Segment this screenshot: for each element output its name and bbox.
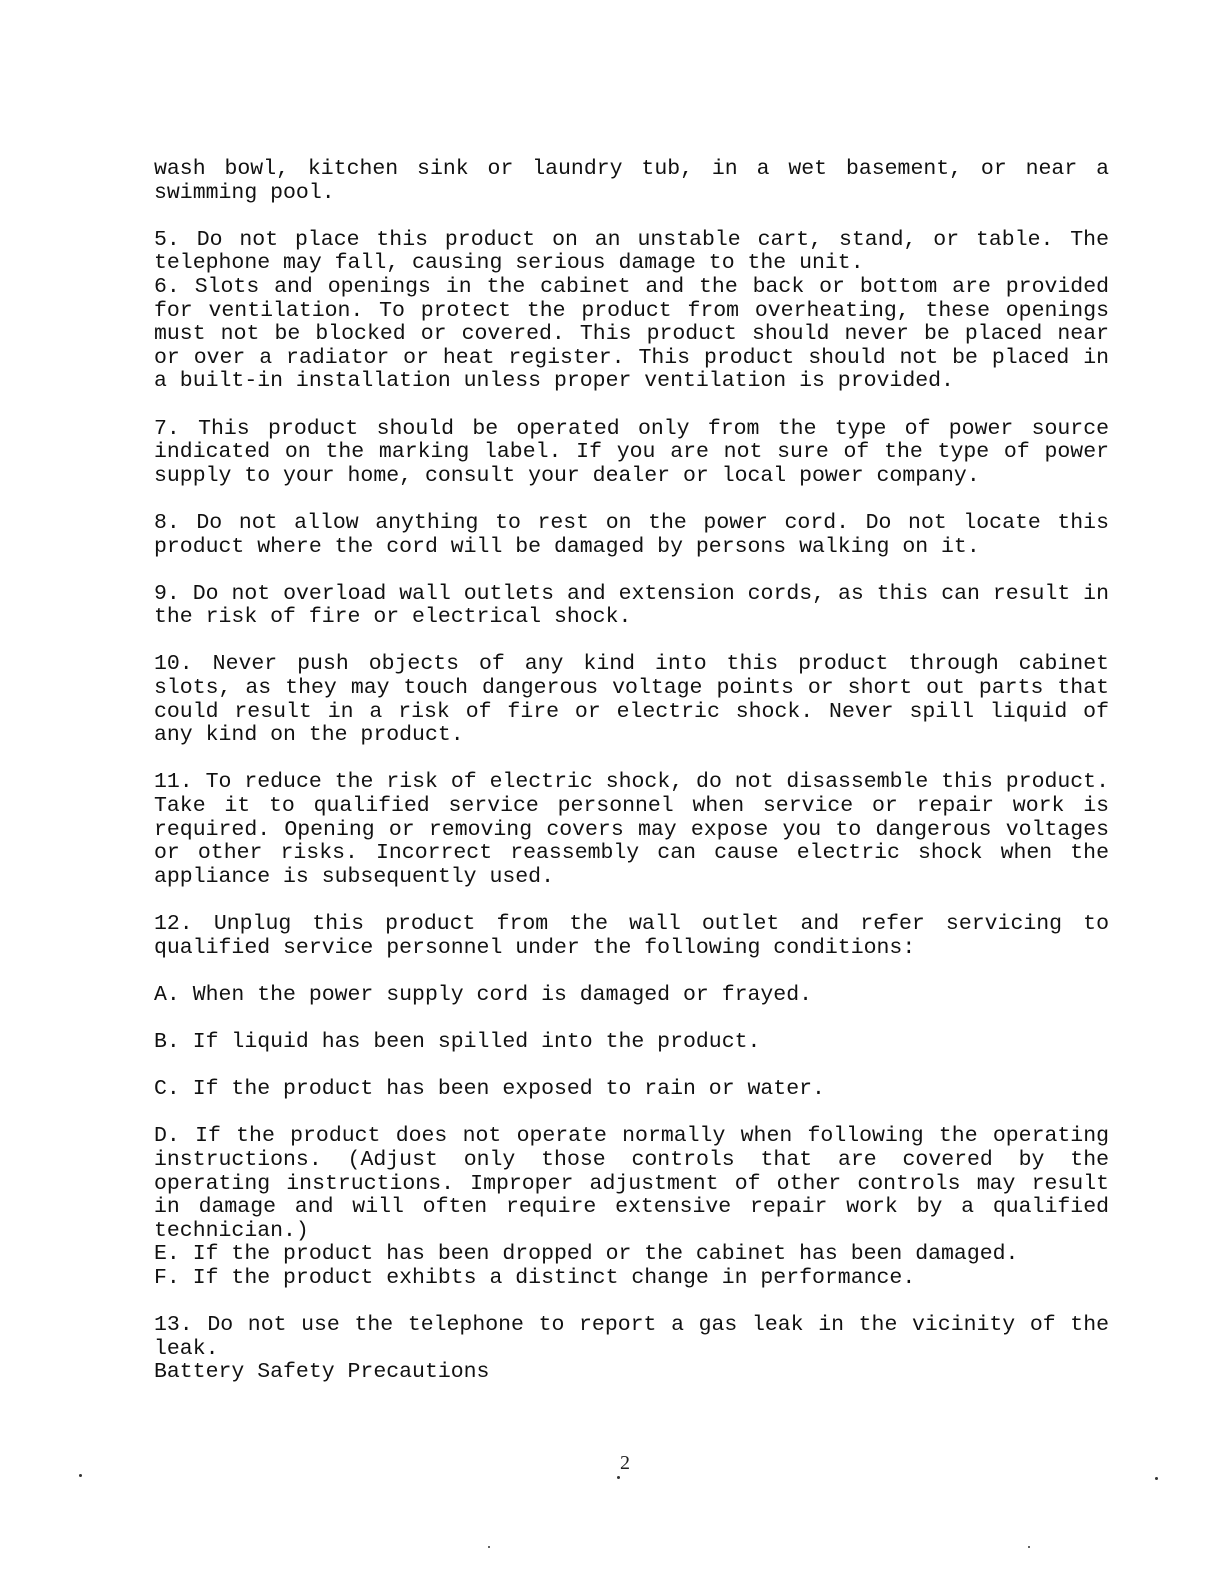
scan-speck bbox=[1028, 1546, 1030, 1548]
paragraph-item-13: 13. Do not use the telephone to report a gas leak in the vicinity of the leak. bbox=[154, 1313, 1109, 1361]
paragraph-item-10: 10. Never push objects of any kind into this product through cabinet slots, as they may touch dangerous voltage points or short out parts that could result in a risk of fire or electric shock. Never spill liquid of any kind on the product. bbox=[154, 652, 1109, 748]
scan-speck bbox=[1155, 1477, 1158, 1480]
paragraph-item-12: 12. Unplug this product from the wall outlet and refer servicing to qualified service personnel under the following conditions: bbox=[154, 912, 1109, 960]
paragraph-item-9: 9. Do not overload wall outlets and extension cords, as this can result in the risk of fire or electrical shock. bbox=[154, 581, 1109, 630]
paragraph-pool-continuation: wash bowl, kitchen sink or laundry tub, in a wet basement, or near a swimming pool. bbox=[154, 157, 1109, 205]
scan-speck bbox=[617, 1476, 620, 1479]
scan-speck bbox=[79, 1474, 82, 1477]
paragraph-item-6: 6. Slots and openings in the cabinet and the back or bottom are provided for ventilation. To protect the product from overheating, these openings must not be blocked or covered. This product should never be placed near or over a radiator or heat register. This product should not be placed in a built-in installation unless proper ventilation is provided. bbox=[154, 274, 1109, 394]
section-heading-battery-safety: Battery Safety Precautions bbox=[154, 1360, 490, 1385]
condition-item-b: B. If liquid has been spilled into the product. bbox=[154, 1029, 761, 1054]
condition-item-f: F. If the product exhibts a distinct change in performance. bbox=[154, 1265, 916, 1290]
scan-speck bbox=[488, 1546, 490, 1548]
condition-item-a: A. When the power supply cord is damaged or frayed. bbox=[154, 982, 813, 1007]
condition-item-c: C. If the product has been exposed to rain or water. bbox=[154, 1077, 825, 1102]
paragraph-item-8: 8. Do not allow anything to rest on the power cord. Do not locate this product where the cord will be damaged by persons walking on it. bbox=[154, 510, 1109, 559]
document-body bbox=[154, 158, 1109, 1385]
condition-item-e: E. If the product has been dropped or the cabinet has been damaged. bbox=[154, 1242, 1019, 1267]
page-number: 2 bbox=[620, 1452, 630, 1474]
paragraph-item-7: 7. This product should be operated only from the type of power source indicated on the marking label. If you are not sure of the type of power supply to your home, consult your dealer or local power company. bbox=[154, 416, 1109, 488]
condition-item-d: D. If the product does not operate normally when following the operating instructions. (Adjust only those controls that are covered by the operating instructions. Improper adjustment of other controls may result in damage and will often require extensive repair work by a qualified technician.) bbox=[154, 1124, 1109, 1243]
paragraph-item-11: 11. To reduce the risk of electric shock, do not disassemble this product. Take it to qualified service personnel when service or repair work is required. Opening or removing covers may expose you to dangerous voltages or other risks. Incorrect reassembly can cause electric shock when the appliance is subsequently used. bbox=[154, 770, 1109, 889]
paragraph-item-5: 5. Do not place this product on an unstable cart, stand, or table. The telephone may fall, causing serious damage to the unit. bbox=[154, 227, 1109, 276]
